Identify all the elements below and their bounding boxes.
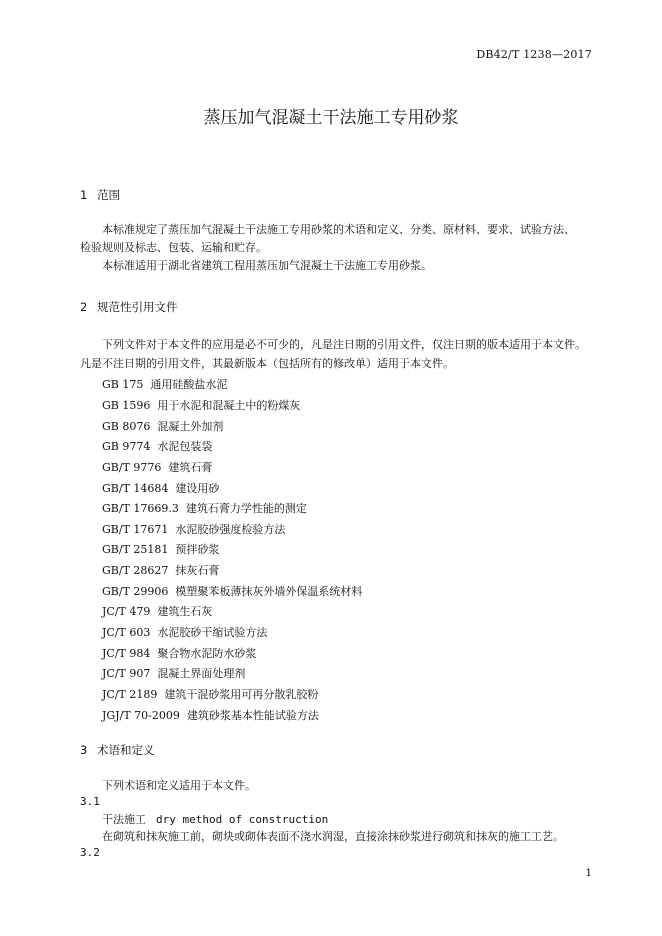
section-title: 范围 [97,188,120,202]
reference-item [102,480,219,496]
reference-code: GB 8076 [102,420,151,433]
reference-name: 建筑石膏力学性能的测定 [185,502,307,515]
normative-intro-line-2: 凡是不注日期的引用文件，其最新版本（包括所有的修改单）适用于本文件。 [80,357,454,370]
reference-name: 水泥包装袋 [157,440,213,453]
reference-name: 聚合物水泥防水砂浆 [157,647,257,660]
reference-code: JC/T 984 [102,647,151,660]
term-english-name: dry method of construction [156,813,329,826]
reference-name: 抹灰石膏 [175,564,220,577]
terms-intro: 下列术语和定义适用于本文件。 [102,779,256,792]
term-3-1-title [102,811,328,827]
scope-paragraph-2: 本标准适用于湖北省建筑工程用蒸压加气混凝土干法施工专用砂浆。 [102,259,432,272]
reference-name: 建筑干混砂浆用可再分散乳胶粉 [164,688,319,701]
reference-name: 模塑聚苯板薄抹灰外墙外保温系统材料 [175,585,363,598]
reference-item [102,438,212,454]
reference-item [102,583,362,599]
section-number: 2 [80,300,88,314]
reference-item [102,562,219,578]
reference-code: GB/T 25181 [102,543,169,556]
reference-name: 建设用砂 [175,482,220,495]
section-number: 1 [80,188,88,202]
reference-item [102,376,227,392]
reference-name: 混凝土界面处理剂 [157,667,246,680]
reference-code: GB/T 9776 [102,461,162,474]
section-1-heading [80,187,120,203]
reference-name: 建筑石膏 [168,461,213,474]
reference-item [102,541,219,557]
section-3-heading [80,742,155,758]
reference-item [102,603,212,619]
scope-paragraph-1-line-1: 本标准规定了蒸压加气混凝土干法施工专用砂浆的术语和定义、分类、原材料、要求、试验方法、 [102,223,575,236]
reference-code: JC/T 603 [102,626,151,639]
reference-item [102,500,307,516]
reference-item [102,645,256,661]
reference-item [102,418,223,434]
reference-code: JC/T 2189 [102,688,158,701]
reference-item [102,624,267,640]
reference-code: JC/T 479 [102,605,151,618]
normative-intro-line-1: 下列文件对于本文件的应用是必不可少的，凡是注日期的引用文件，仅注日期的版本适用于本文件。 [102,338,586,351]
reference-code: GB/T 17671 [102,523,169,536]
reference-name: 预拌砂浆 [175,543,220,556]
reference-name: 建筑生石灰 [157,605,213,618]
reference-item [102,521,285,537]
reference-name: 水泥胶砂强度检验方法 [175,523,286,536]
scope-paragraph-1-line-2: 检验规则及标志、包装、运输和贮存。 [80,241,267,254]
reference-code: GB/T 17669.3 [102,502,179,515]
document-code: DB42/T 1238—2017 [476,48,592,61]
reference-code: GB 9774 [102,440,151,453]
reference-item [102,707,319,723]
term-3-1-number: 3.1 [80,795,100,808]
reference-code: GB/T 14684 [102,482,169,495]
reference-item [102,686,318,702]
reference-name: 混凝土外加剂 [157,420,224,433]
term-3-2-number: 3.2 [80,846,100,859]
reference-name: 用于水泥和混凝土中的粉煤灰 [157,399,301,412]
reference-item [102,397,300,413]
term-chinese-name: 干法施工 [102,813,146,826]
section-title: 术语和定义 [97,743,155,757]
section-2-heading [80,299,178,315]
section-number: 3 [80,743,88,757]
reference-name: 通用硅酸盐水泥 [150,378,228,391]
reference-code: GB/T 29906 [102,585,169,598]
reference-code: GB/T 28627 [102,564,169,577]
reference-code: JC/T 907 [102,667,151,680]
reference-name: 水泥胶砂干缩试验方法 [157,626,268,639]
section-title: 规范性引用文件 [97,300,178,314]
page-number: 1 [585,867,592,879]
term-3-1-definition: 在砌筑和抹灰施工前，砌块或砌体表面不浇水润湿，直接涂抹砂浆进行砌筑和抹灰的施工工艺。 [102,830,564,843]
document-title: 蒸压加气混凝土干法施工专用砂浆 [203,108,459,128]
reference-code: JGJ/T 70-2009 [102,709,180,722]
reference-code: GB 175 [102,378,144,391]
reference-item [102,459,212,475]
reference-name: 建筑砂浆基本性能试验方法 [186,709,319,722]
reference-item [102,665,245,681]
reference-code: GB 1596 [102,399,151,412]
